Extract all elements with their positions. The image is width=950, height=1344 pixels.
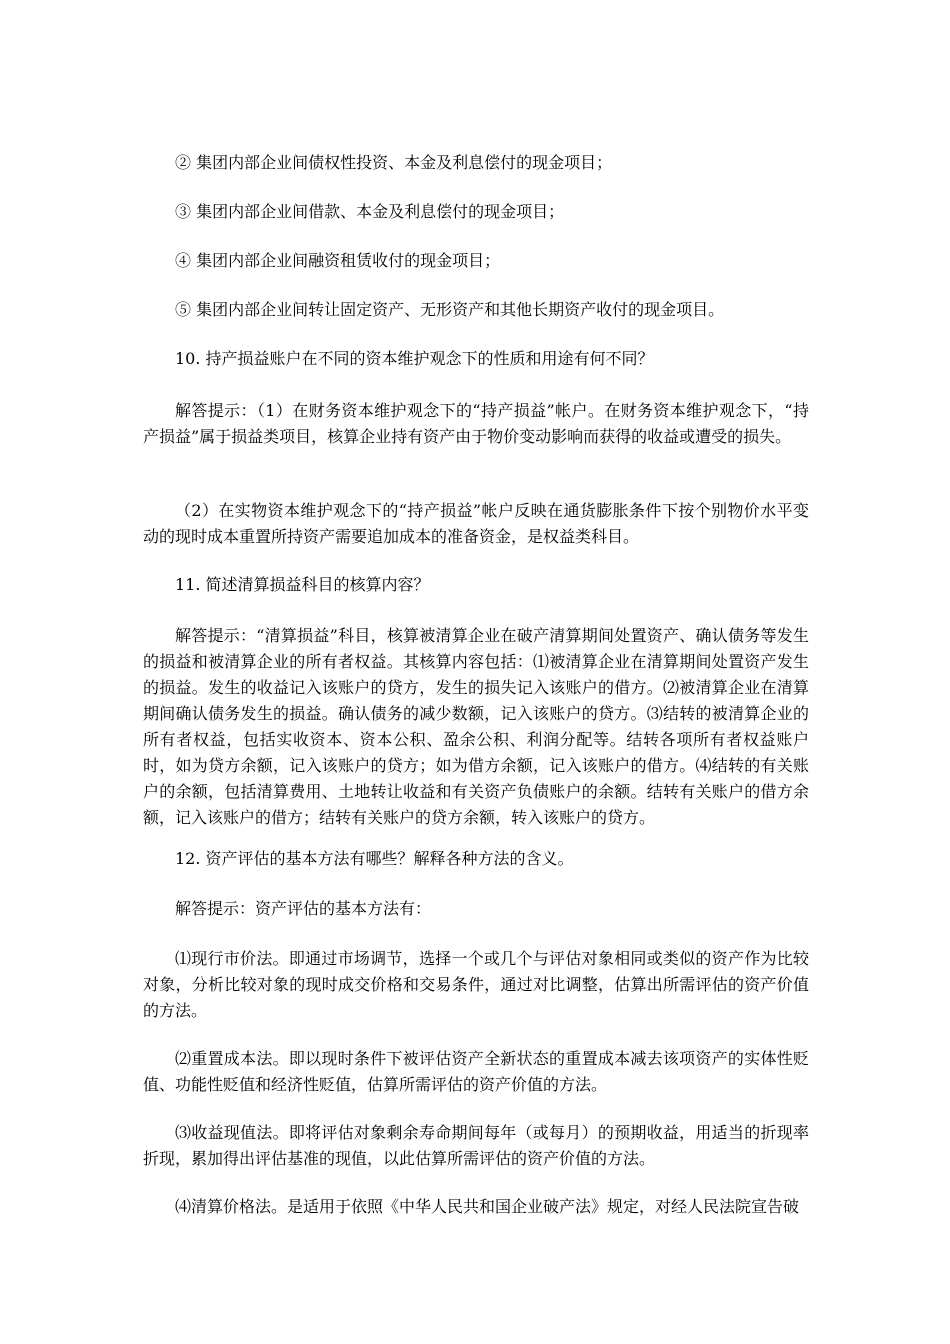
list-item-5: ⑤ 集团内部企业间转让固定资产、无形资产和其他长期资产收付的现金项目。 bbox=[175, 300, 725, 319]
question-12: 12. 资产评估的基本方法有哪些？解释各种方法的含义。 bbox=[175, 849, 574, 868]
method-4: ⑷清算价格法。是适用于依照《中华人民共和国企业破产法》规定，对经人民法院宣告破 bbox=[175, 1197, 800, 1216]
list-item-4: ④ 集团内部企业间融资租赁收付的现金项目； bbox=[175, 251, 501, 270]
answer-11: 解答提示：“清算损益”科目，核算被清算企业在破产清算期间处置资产、确认债务等发生的损益和被清算企业的所有者权益。其核算内容包括：⑴被清算企业在清算期间处置资产发生的损益。发生的收益记入该账户的贷方，发生的损失记入该账户的借方。⑵被清算企业在清算期间确认债务发生的损益。确认债务的减少数额，记入该账户的贷方。⑶结转的被清算企业的所有者权益，包括实收资本、资本公积、盈余公积、利润分配等。结转各项所有者权益账户时，如为贷方余额，记入该账户的贷方；如为借方余额，记入该账户的借方。⑷结转的有关账户的余额，包括清算费用、土地转让收益和有关资产负债账户的余额。结转有关账户的借方余额，记入该账户的借方；结转有关账户的贷方余额，转入该账户的贷方。 bbox=[143, 626, 809, 827]
answer-12-intro: 解答提示：资产评估的基本方法有： bbox=[175, 899, 432, 918]
question-11: 11. 简述清算损益科目的核算内容？ bbox=[175, 575, 430, 594]
method-3: ⑶收益现值法。即将评估对象剩余寿命期间每年（或每月）的预期收益，用适当的折现率折现，累加得出评估基准的现值，以此估算所需评估的资产价值的方法。 bbox=[143, 1123, 809, 1168]
method-2: ⑵重置成本法。即以现时条件下被评估资产全新状态的重置成本减去该项资产的实体性贬值、功能性贬值和经济性贬值，估算所需评估的资产价值的方法。 bbox=[143, 1049, 809, 1094]
list-item-2: ② 集团内部企业间债权性投资、本金及利息偿付的现金项目； bbox=[175, 153, 613, 172]
answer-10-part-1: 解答提示：（1）在财务资本维护观念下的“持产损益”帐户。在财务资本维护观念下，“持产损益”属于损益类项目，核算企业持有资产由于物价变动影响而获得的收益或遭受的损失。 bbox=[143, 401, 809, 446]
question-10: 10. 持产损益账户在不同的资本维护观念下的性质和用途有何不同？ bbox=[175, 349, 654, 368]
method-1: ⑴现行市价法。即通过市场调节，选择一个或几个与评估对象相同或类似的资产作为比较对象，分析比较对象的现时成交价格和交易条件，通过对比调整，估算出所需评估的资产价值的方法。 bbox=[143, 949, 809, 1020]
list-item-3: ③ 集团内部企业间借款、本金及利息偿付的现金项目； bbox=[175, 202, 565, 221]
answer-10-part-2: （2）在实物资本维护观念下的“持产损益”帐户反映在通货膨胀条件下按个别物价水平变动的现时成本重置所持资产需要追加成本的准备资金，是权益类科目。 bbox=[143, 501, 809, 546]
